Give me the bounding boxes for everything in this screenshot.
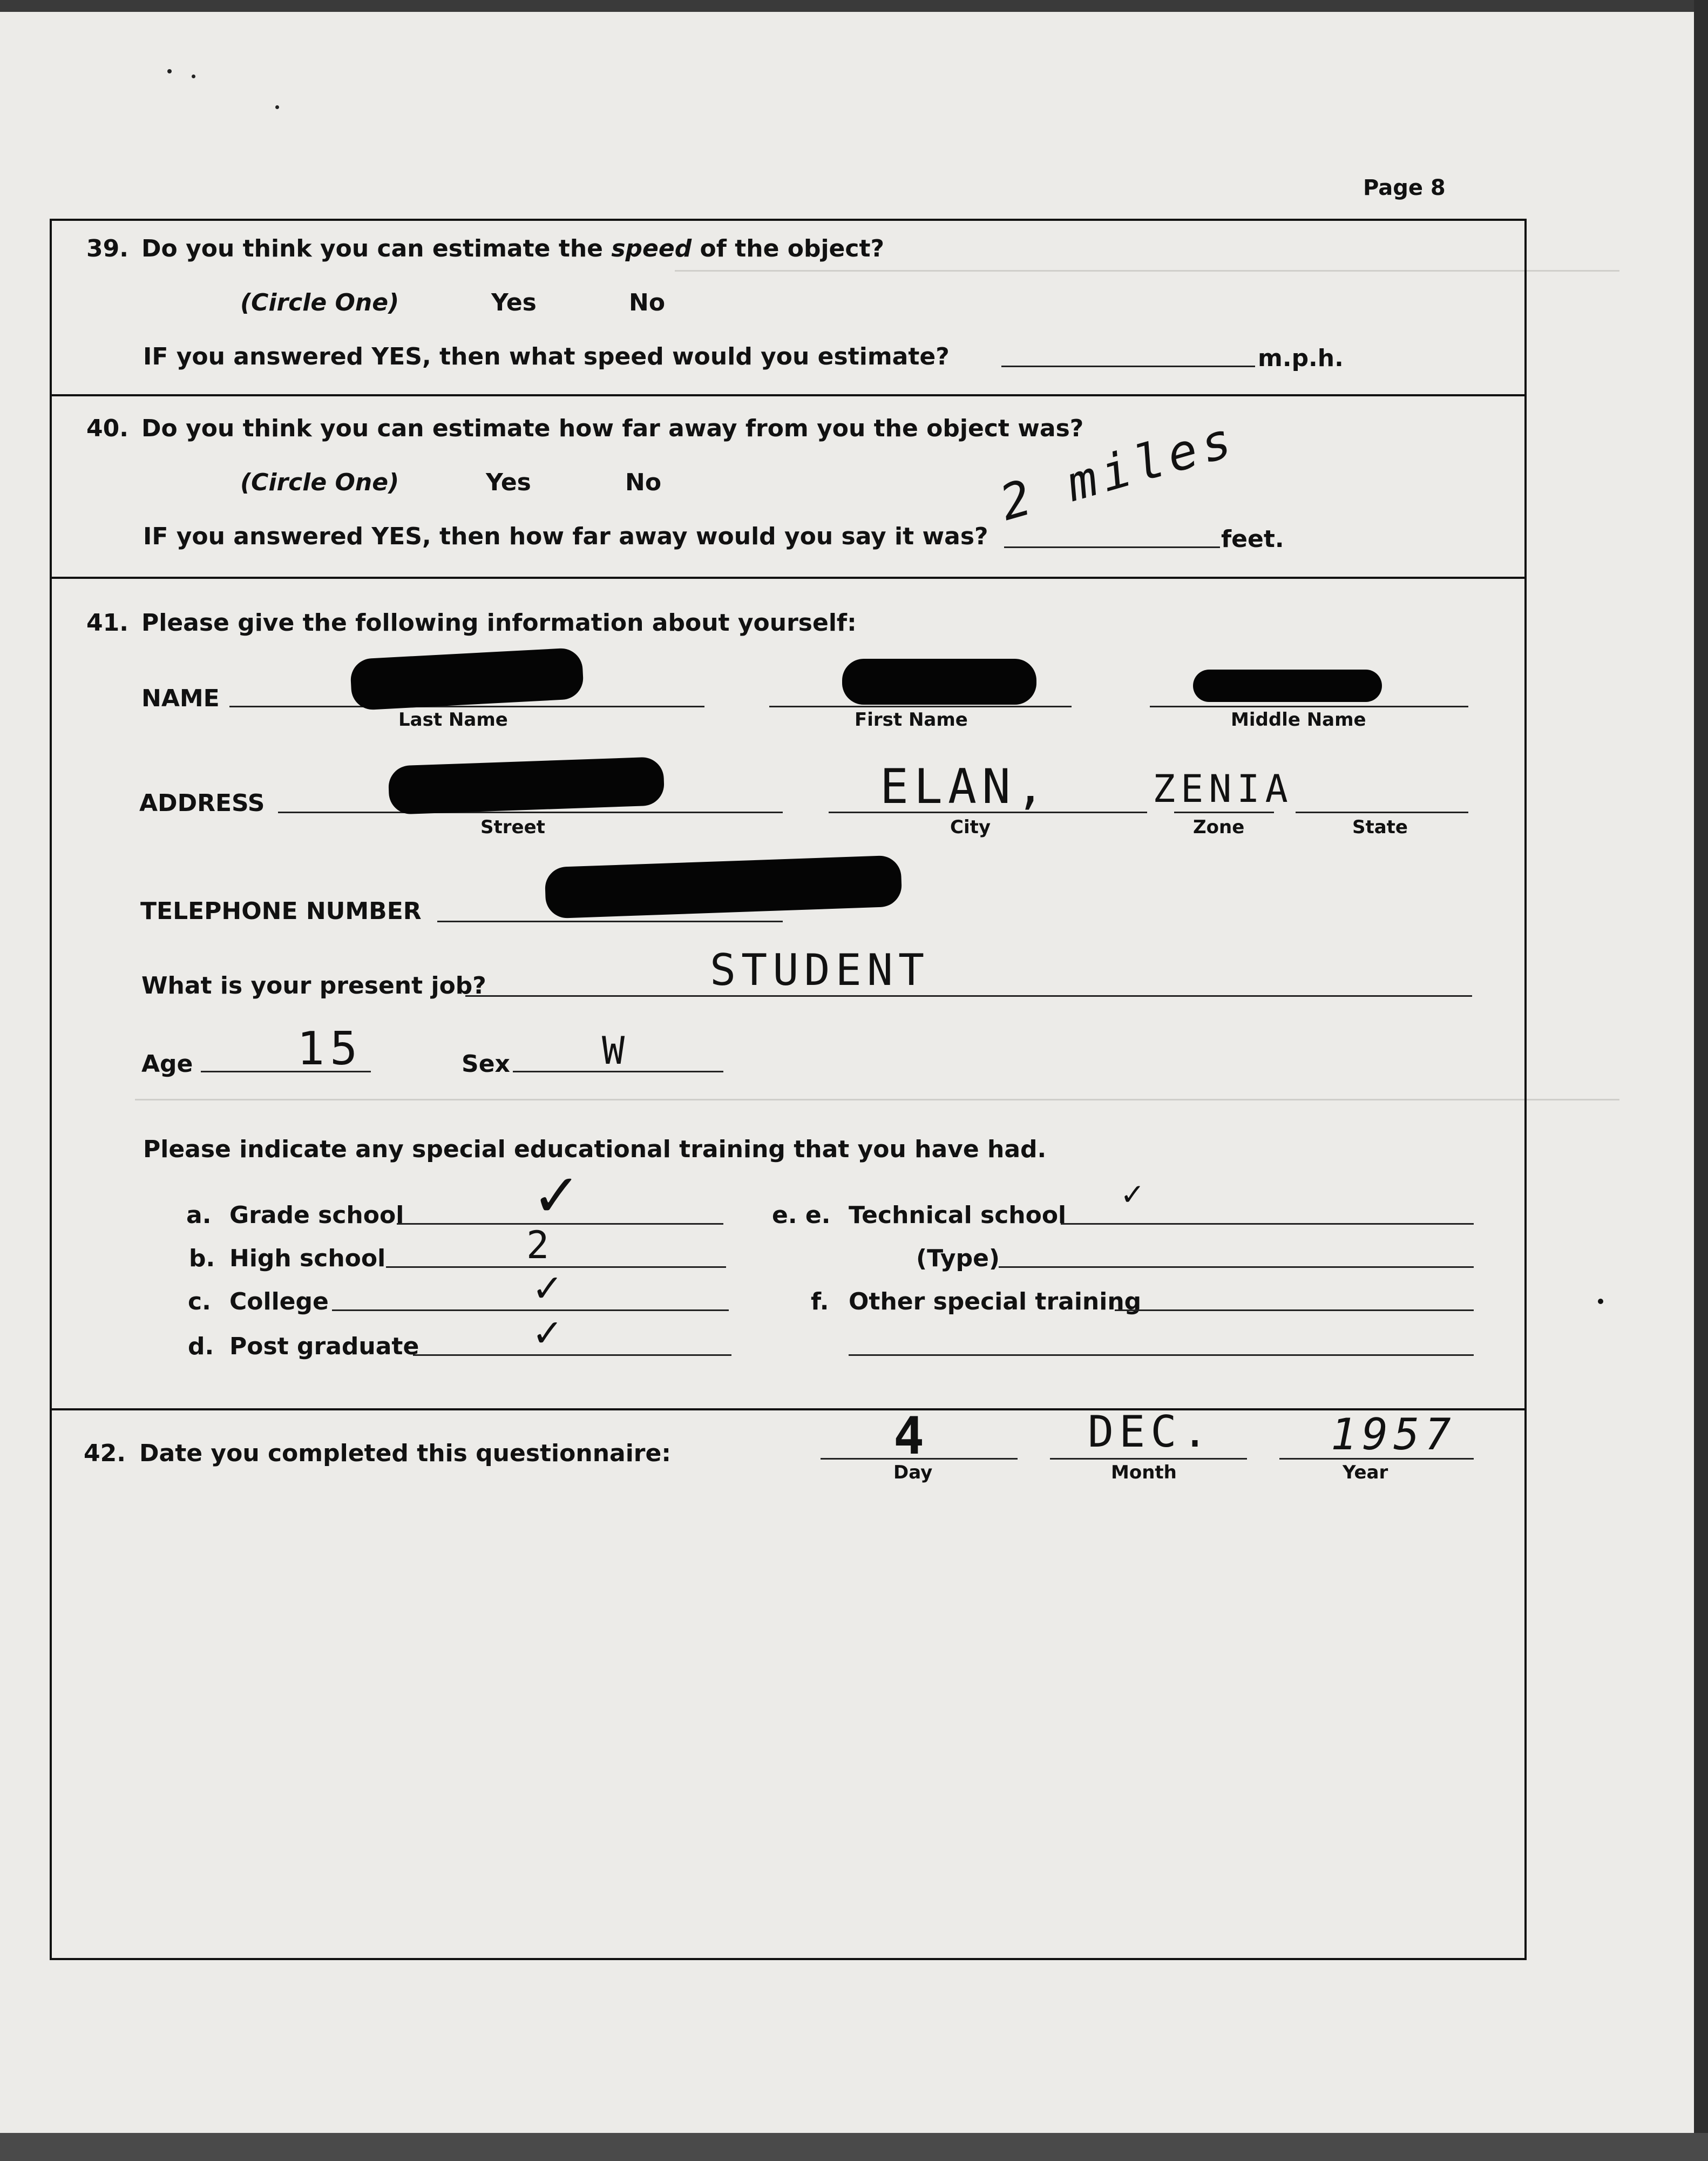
question-39-text: Do you think you can estimate the speed of the object?: [141, 235, 885, 262]
check-mark: ✓: [532, 1161, 582, 1230]
type-label: (Type): [916, 1245, 1000, 1272]
scan-edge-top: [0, 0, 1708, 12]
training-prompt: Please indicate any special educational training that you have had.: [143, 1136, 1047, 1163]
scan-speck: [192, 75, 195, 78]
page-label: Page 8: [1363, 175, 1446, 200]
other-training-line[interactable]: [1115, 1309, 1474, 1311]
training-letter: e. e.: [772, 1201, 831, 1229]
high-school-mark: 2: [526, 1223, 555, 1267]
question-number: 42.: [84, 1440, 126, 1467]
training-letter: a.: [186, 1201, 212, 1229]
no-option[interactable]: No: [629, 289, 666, 316]
redaction-mark: [842, 659, 1036, 705]
telephone-line[interactable]: [437, 921, 783, 922]
mph-unit: m.p.h.: [1258, 345, 1344, 372]
post-graduate-label: Post graduate: [229, 1333, 419, 1360]
job-line[interactable]: [465, 995, 1472, 997]
question-42-text: Date you completed this questionnaire:: [139, 1440, 671, 1467]
section-divider: [50, 577, 1527, 579]
followup-text: IF you answered YES, then how far away would you say it was?: [143, 523, 988, 550]
month-line[interactable]: [1050, 1458, 1247, 1460]
followup-text: IF you answered YES, then what speed would you estimate?: [143, 343, 950, 370]
year-caption: Year: [1343, 1462, 1388, 1483]
last-name-caption: Last Name: [398, 709, 508, 731]
check-mark: ✓: [532, 1266, 564, 1311]
middle-name-line[interactable]: [1150, 706, 1468, 707]
training-letter: d.: [188, 1333, 214, 1360]
section-divider: [50, 394, 1527, 396]
yes-option[interactable]: Yes: [491, 289, 537, 316]
zone-caption: Zone: [1193, 816, 1245, 838]
zone-line[interactable]: [1174, 812, 1274, 813]
redaction-mark: [1193, 670, 1382, 702]
job-value: STUDENT: [710, 945, 930, 995]
scan-edge-right: [1694, 0, 1708, 2161]
name-label: NAME: [141, 685, 220, 712]
yes-option[interactable]: Yes: [486, 469, 531, 496]
redaction-mark: [388, 757, 665, 815]
question-number: 40.: [86, 415, 128, 442]
month-caption: Month: [1111, 1462, 1177, 1483]
job-label: What is your present job?: [141, 972, 486, 1000]
feet-unit: feet.: [1221, 525, 1284, 553]
scan-speck: [1598, 1299, 1603, 1304]
grade-school-label: Grade school: [229, 1201, 404, 1229]
training-letter: b.: [189, 1245, 215, 1272]
check-mark: ✓: [532, 1311, 564, 1355]
circle-one-label: (Circle One): [240, 289, 399, 316]
month-value: DEC.: [1088, 1407, 1214, 1457]
distance-answer: 2 miles: [994, 410, 1243, 532]
question-40-text: Do you think you can estimate how far away from you the object was?: [141, 415, 1084, 442]
scan-edge-bottom: [0, 2133, 1708, 2161]
sex-value: W: [602, 1029, 631, 1073]
first-name-line[interactable]: [769, 706, 1072, 707]
age-label: Age: [141, 1050, 193, 1078]
section-divider: [50, 1408, 1527, 1410]
technical-school-label: Technical school: [849, 1201, 1067, 1229]
training-letter: f.: [811, 1288, 829, 1315]
circle-one-label: (Circle One): [240, 469, 399, 496]
city-caption: City: [950, 816, 991, 838]
sex-label: Sex: [462, 1050, 510, 1078]
scan-speck: [167, 69, 172, 73]
street-caption: Street: [480, 816, 545, 838]
zone-value: ZENIA: [1153, 767, 1293, 811]
type-line[interactable]: [999, 1266, 1474, 1268]
middle-name-caption: Middle Name: [1231, 709, 1366, 731]
first-name-caption: First Name: [855, 709, 968, 731]
scan-speck: [275, 105, 279, 109]
college-line[interactable]: [332, 1309, 729, 1311]
distance-answer-line[interactable]: [1004, 546, 1220, 548]
technical-school-line[interactable]: [1061, 1223, 1474, 1225]
speed-answer-line[interactable]: [1001, 366, 1255, 367]
question-number: 41.: [86, 609, 128, 637]
city-value: ELAN,: [880, 759, 1050, 814]
training-letter: c.: [188, 1288, 211, 1315]
college-label: College: [229, 1288, 329, 1315]
question-41-text: Please give the following information about yourself:: [141, 609, 857, 637]
high-school-label: High school: [229, 1245, 386, 1272]
day-caption: Day: [893, 1462, 933, 1483]
age-value: 15: [297, 1022, 363, 1076]
other-training-label: Other special training: [849, 1288, 1142, 1315]
state-line[interactable]: [1296, 812, 1468, 813]
other-training-line-2[interactable]: [849, 1354, 1474, 1356]
year-value: 1957: [1331, 1409, 1456, 1460]
no-option[interactable]: No: [625, 469, 662, 496]
day-value: 4: [893, 1407, 930, 1466]
telephone-label: TELEPHONE NUMBER: [140, 897, 422, 925]
last-name-line[interactable]: [229, 706, 704, 707]
check-mark: ✓: [1120, 1177, 1146, 1212]
state-caption: State: [1352, 816, 1408, 838]
street-line[interactable]: [278, 812, 783, 813]
question-number: 39.: [86, 235, 128, 262]
post-graduate-line[interactable]: [413, 1354, 731, 1356]
address-label: ADDRESS: [139, 789, 265, 817]
